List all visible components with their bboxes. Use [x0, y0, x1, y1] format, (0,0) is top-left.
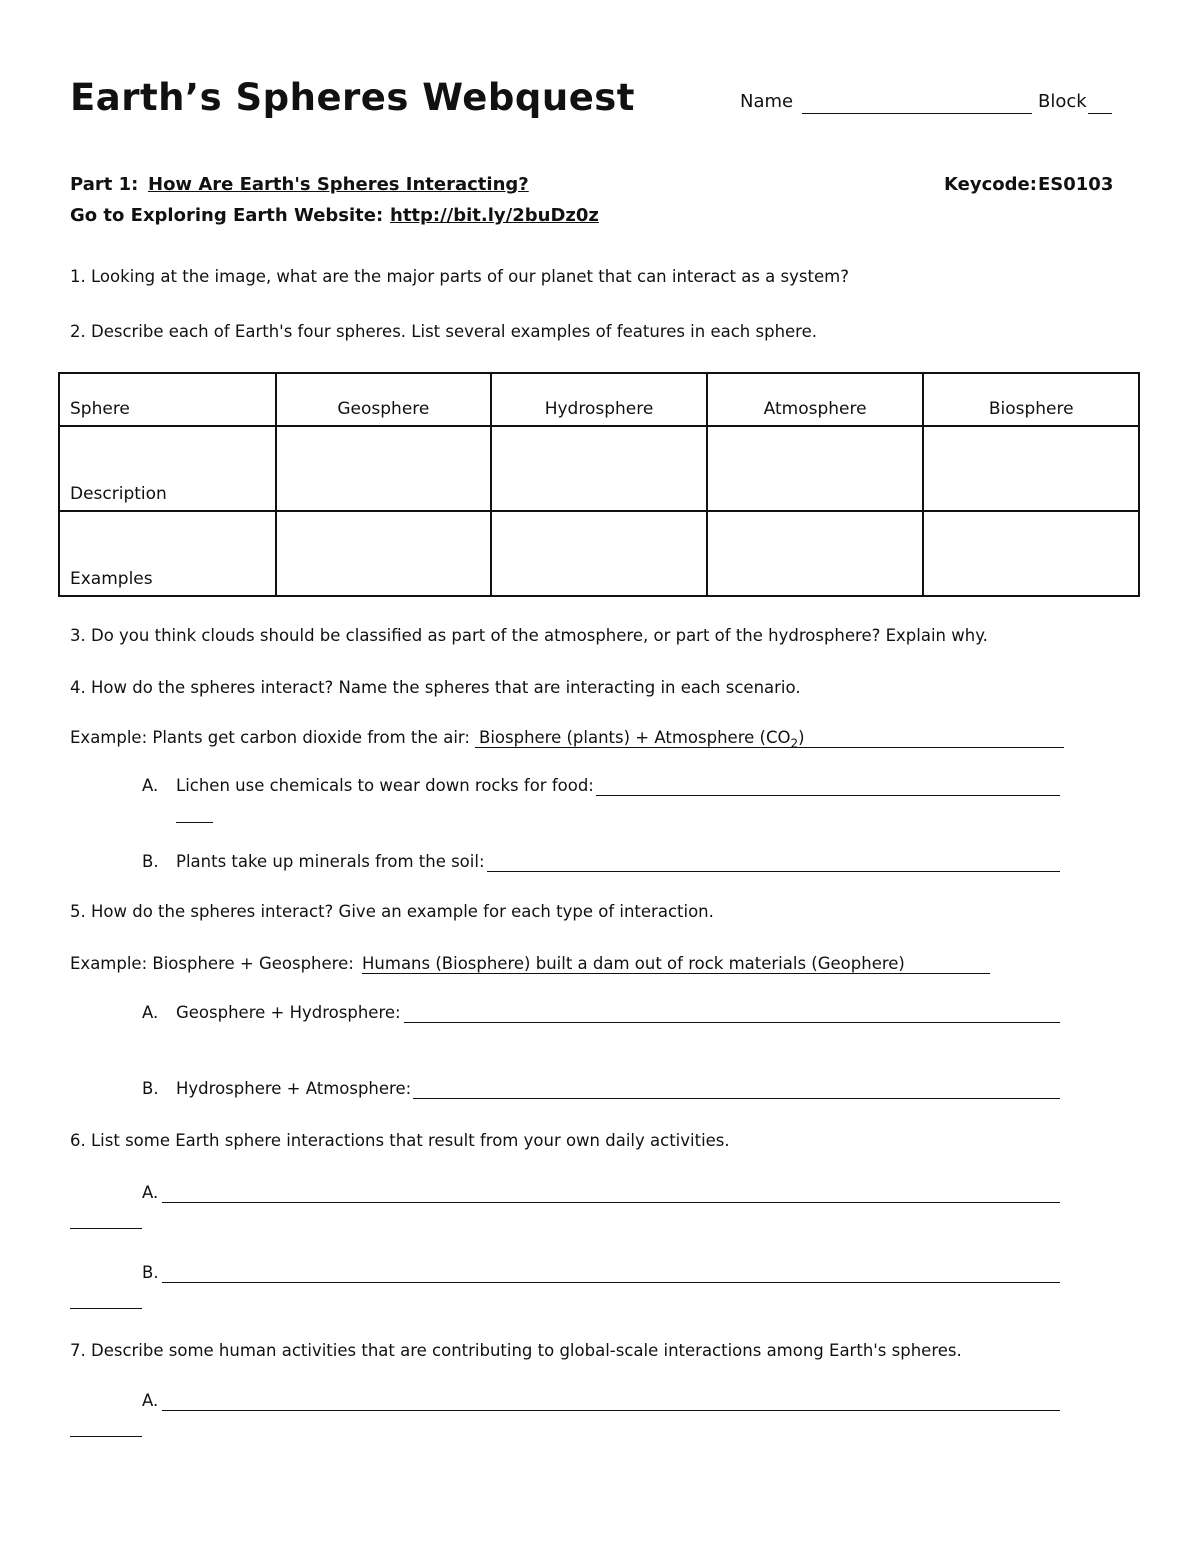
q4-a-letter: A. — [142, 776, 159, 795]
cell-biosphere-description[interactable] — [923, 426, 1139, 511]
question-4: 4. How do the spheres interact? Name the spheres that are interacting in each scenario. — [70, 678, 801, 697]
cell-atmosphere-description[interactable] — [707, 426, 924, 511]
table-header-sphere: Sphere — [59, 373, 276, 426]
block-label: Block — [1038, 91, 1087, 112]
table-header-hydrosphere: Hydrosphere — [491, 373, 707, 426]
q5-example-answer: Humans (Biosphere) built a dam out of rock materials (Geophere) — [362, 954, 905, 973]
table-header-geosphere: Geosphere — [276, 373, 492, 426]
q7-a-answer-line[interactable] — [162, 1410, 1060, 1411]
q4-a-text: Lichen use chemicals to wear down rocks for food: — [176, 776, 594, 795]
q5-a-answer-line[interactable] — [404, 1022, 1060, 1023]
part1-title: How Are Earth's Spheres Interacting? — [148, 174, 529, 195]
q5-a-letter: A. — [142, 1003, 159, 1022]
block-field[interactable] — [1088, 113, 1112, 114]
row-label-description: Description — [59, 426, 276, 511]
q4-a-answer-line[interactable] — [596, 795, 1060, 796]
q4-a-answer-line-2[interactable] — [176, 822, 213, 823]
q5-a-text: Geosphere + Hydrosphere: — [176, 1003, 401, 1022]
table-header-biosphere: Biosphere — [923, 373, 1139, 426]
page-title: Earth’s Spheres Webquest — [70, 76, 635, 119]
row-label-examples: Examples — [59, 511, 276, 596]
cell-biosphere-examples[interactable] — [923, 511, 1139, 596]
table-header-row — [59, 373, 1139, 426]
q4-b-text: Plants take up minerals from the soil: — [176, 852, 485, 871]
q7-a-letter: A. — [142, 1391, 159, 1410]
keycode-label: Keycode: — [944, 174, 1037, 195]
q6-a-letter: A. — [142, 1183, 159, 1202]
name-label: Name — [740, 91, 794, 112]
q4-b-letter: B. — [142, 852, 159, 871]
question-5: 5. How do the spheres interact? Give an example for each type of interaction. — [70, 902, 714, 921]
q4-b-answer-line[interactable] — [487, 871, 1060, 872]
q4-example-label: Example: Plants get carbon dioxide from the air: — [70, 728, 470, 747]
table-row-examples — [59, 511, 1139, 596]
q4-example-subscript: 2 — [790, 736, 799, 751]
question-3: 3. Do you think clouds should be classified as part of the atmosphere, or part of the hydrosphere? Explain why. — [70, 626, 988, 645]
cell-hydrosphere-description[interactable] — [491, 426, 707, 511]
table-row-description — [59, 426, 1139, 511]
q7-a-answer-line-2[interactable] — [70, 1436, 142, 1437]
keycode-value: ES0103 — [1038, 174, 1114, 195]
cell-atmosphere-examples[interactable] — [707, 511, 924, 596]
spheres-table — [58, 372, 1140, 597]
q5-example-underline — [362, 973, 990, 974]
website-link[interactable]: http://bit.ly/2buDz0z — [390, 205, 599, 226]
website-label: Go to Exploring Earth Website: — [70, 205, 384, 226]
q6-a-answer-line[interactable] — [162, 1202, 1060, 1203]
q6-b-answer-line[interactable] — [162, 1282, 1060, 1283]
q5-b-letter: B. — [142, 1079, 159, 1098]
question-7: 7. Describe some human activities that are contributing to global-scale interactions among Earth's spheres. — [70, 1341, 962, 1360]
q4-example-underline — [475, 747, 1064, 748]
q4-example-close: ) — [798, 728, 805, 747]
cell-hydrosphere-examples[interactable] — [491, 511, 707, 596]
table-header-atmosphere: Atmosphere — [707, 373, 924, 426]
q4-example-answer — [479, 728, 805, 751]
question-1: 1. Looking at the image, what are the major parts of our planet that can interact as a system? — [70, 267, 849, 286]
question-2: 2. Describe each of Earth's four spheres. List several examples of features in each sphere. — [70, 322, 818, 341]
q4-example-answer-text: Biosphere (plants) + Atmosphere (CO — [479, 728, 791, 747]
q5-b-text: Hydrosphere + Atmosphere: — [176, 1079, 412, 1098]
q6-a-answer-line-2[interactable] — [70, 1228, 142, 1229]
q6-b-letter: B. — [142, 1263, 159, 1282]
q5-example-label: Example: Biosphere + Geosphere: — [70, 954, 354, 973]
name-field[interactable] — [802, 113, 1032, 114]
q6-b-answer-line-2[interactable] — [70, 1308, 142, 1309]
cell-geosphere-examples[interactable] — [276, 511, 492, 596]
q5-b-answer-line[interactable] — [413, 1098, 1060, 1099]
part1-label: Part 1: — [70, 174, 139, 195]
question-6: 6. List some Earth sphere interactions that result from your own daily activities. — [70, 1131, 730, 1150]
cell-geosphere-description[interactable] — [276, 426, 492, 511]
